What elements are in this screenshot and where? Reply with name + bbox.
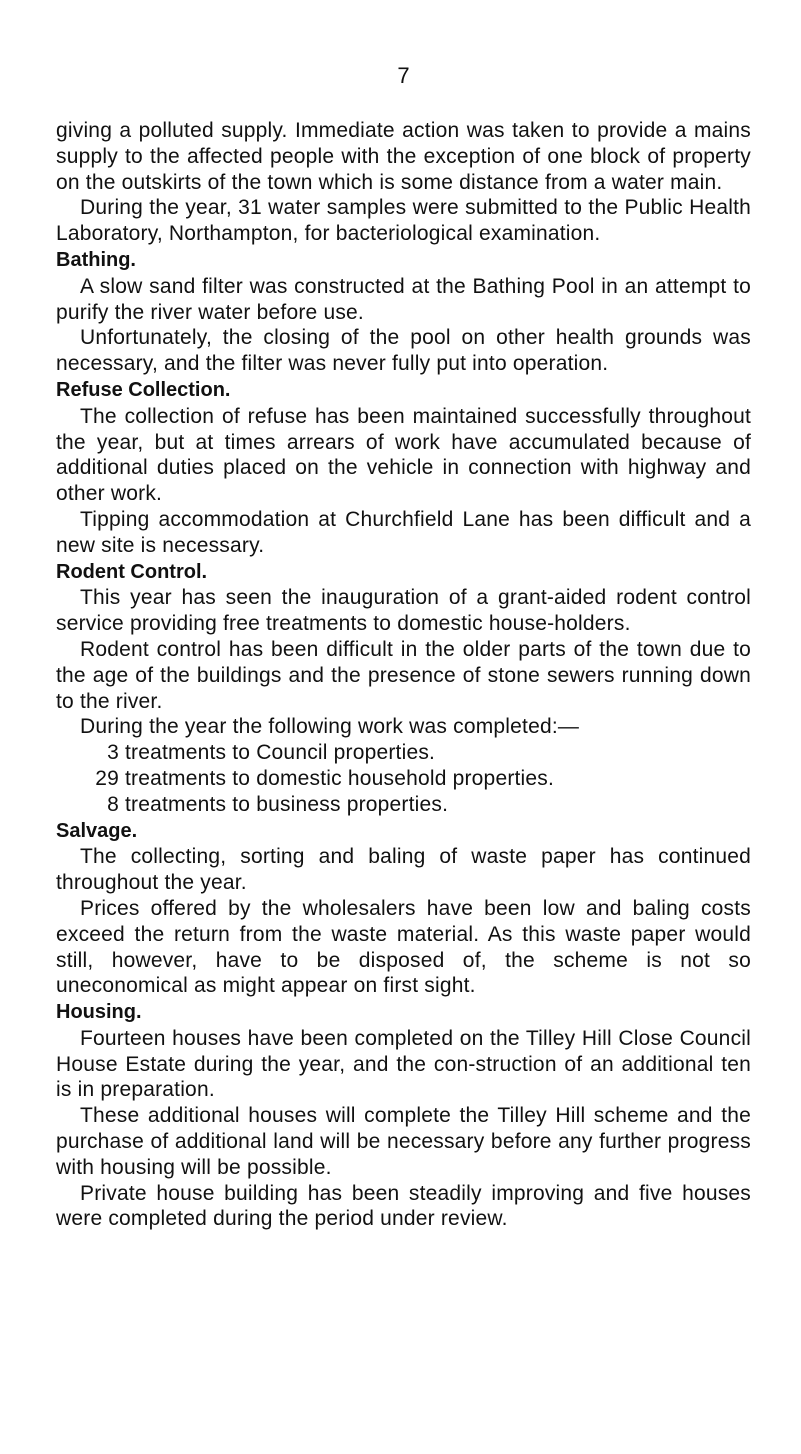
treatment-count: 8	[107, 792, 119, 816]
body-paragraph: This year has seen the inauguration of a grant-aided rodent control service providing free treatments to domestic house-holders.	[56, 586, 751, 636]
section-heading-rodent-control: Rodent Control.	[56, 560, 208, 583]
body-paragraph: The collecting, sorting and baling of waste paper has continued throughout the year.	[56, 845, 751, 895]
body-paragraph: Fourteen houses have been completed on the Tilley Hill Close Council House Estate during the year, and the con-struction of an additional ten is in preparation.	[56, 1026, 751, 1102]
section-heading-housing: Housing.	[56, 1001, 142, 1024]
treatment-count: 29	[95, 766, 119, 790]
treatment-description: treatments to business properties.	[125, 792, 449, 816]
list-item	[56, 792, 751, 818]
body-paragraph: Rodent control has been difficult in the older parts of the town due to the age of the buildings and the presence of stone sewers running down to the river.	[56, 637, 751, 713]
body-paragraph: Private house building has been steadily improving and five houses were completed during the period under review.	[56, 1181, 751, 1231]
body-paragraph: The collection of refuse has been maintained successfully throughout the year, but at times arrears of work have accumulated because of additional duties placed on the vehicle in connection with highway and other work.	[56, 404, 751, 506]
treatment-description: treatments to Council properties.	[125, 741, 436, 765]
body-paragraph: Unfortunately, the closing of the pool on other health grounds was necessary, and the filter was never fully put into operation.	[56, 326, 751, 376]
section-heading-refuse-collection: Refuse Collection.	[56, 378, 231, 401]
body-paragraph: Prices offered by the wholesalers have been low and baling costs exceed the return from the waste material. As this waste paper would still, however, have to be disposed of, the scheme is not so uneconomical as might appear on first sight.	[56, 896, 751, 998]
body-paragraph: During the year the following work was completed:—	[80, 715, 580, 739]
treatment-count: 3	[107, 741, 119, 765]
section-heading-bathing: Bathing.	[56, 248, 136, 271]
list-item	[56, 766, 751, 792]
section-heading-salvage: Salvage.	[56, 819, 138, 842]
body-paragraph: Tipping accommodation at Churchfield Lane has been difficult and a new site is necessary.	[56, 507, 751, 557]
list-item	[56, 740, 751, 766]
treatment-description: treatments to domestic household properties.	[125, 766, 555, 790]
body-paragraph: A slow sand filter was constructed at the Bathing Pool in an attempt to purify the river water before use.	[56, 274, 751, 324]
treatment-list	[56, 740, 751, 817]
body-paragraph: These additional houses will complete the Tilley Hill scheme and the purchase of additional land will be necessary before any further progress with housing will be possible.	[56, 1104, 751, 1179]
body-paragraph: giving a polluted supply. Immediate action was taken to provide a mains supply to the affected people with the exception of one block of property on the outskirts of the town which is some distance from a water main.	[56, 119, 751, 194]
body-paragraph: During the year, 31 water samples were submitted to the Public Health Laboratory, Northampton, for bacteriological examination.	[56, 196, 751, 246]
page-number: 7	[397, 63, 410, 88]
page-body	[56, 118, 751, 1232]
